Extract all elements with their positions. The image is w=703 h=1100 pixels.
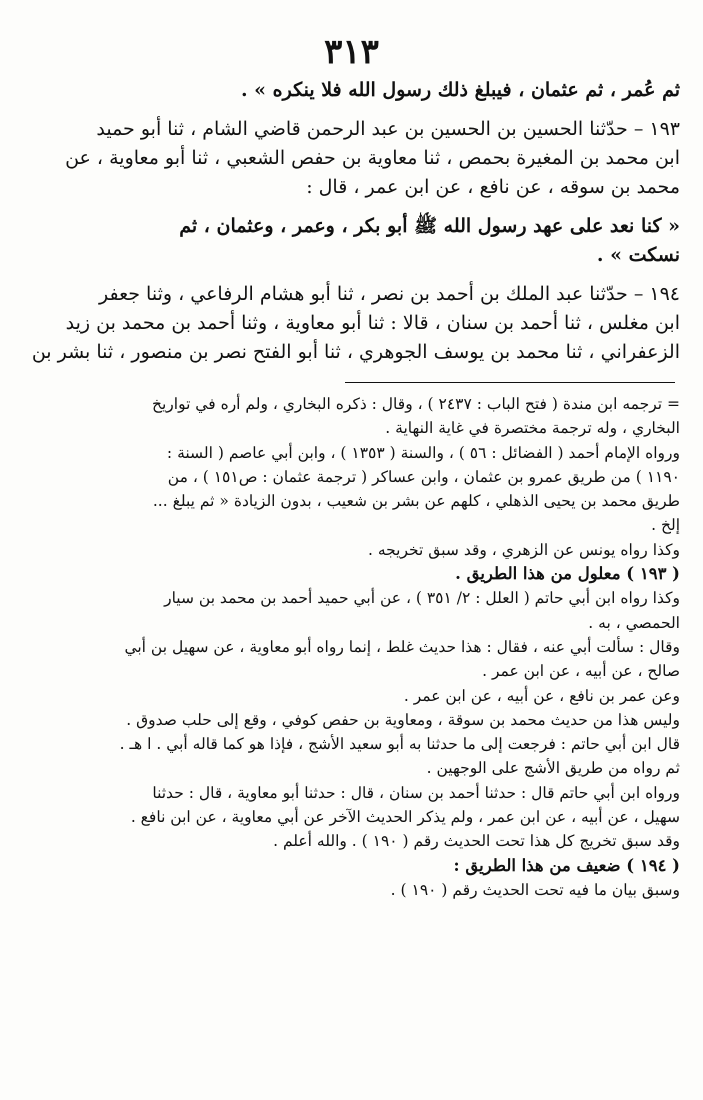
footnote-heading-194: ( ١٩٤ ) ضعيف من هذا الطريق : [453, 855, 680, 875]
footnote-line: قال ابن أبي حاتم : فرجعت إلى ما حدثنا به أبو سعيد الأشج ، فإذا هو كما قاله أبي . ا هـ . [119, 735, 680, 754]
footnotes [28, 392, 680, 902]
footnote-line: ورواه الإمام أحمد ( الفضائل : ٥٦ ) ، والسنة ( ١٣٥٣ ) ، وابن أبي عاصم ( السنة : [166, 443, 680, 462]
footnote-line: وكذا رواه ابن أبي حاتم ( العلل : ٢/ ٣٥١ ) ، عن أبي حميد أحمد بن محمد بن سيار [164, 589, 680, 608]
footnote-line: البخاري ، وله ترجمة مختصرة في غاية النهاية . [385, 419, 680, 438]
footnote-line: وقال : سألت أبي عنه ، فقال : هذا حديث غلط ، إنما رواه أبو معاوية ، عن سهيل بن أبي [124, 637, 680, 656]
footnote-line: وسبق بيان ما فيه تحت الحديث رقم ( ١٩٠ ) . [390, 880, 680, 899]
hadith-193-line: ابن محمد بن المغيرة بحمص ، ثنا معاوية بن حفص الشعبي ، ثنا أبو معاوية ، عن [65, 147, 680, 169]
hadith-194-line: ١٩٤ – حدّثنا عبد الملك بن أحمد بن نصر ، ثنا أبو هشام الرفاعي ، وثنا جعفر [99, 283, 680, 305]
text-line: ثم عُمر ، ثم عثمان ، فيبلغ ذلك رسول الله فلا ينكره » . [240, 79, 680, 101]
footnote-line: إلخ . [651, 516, 680, 535]
footnote-line: سهيل ، عن أبيه ، عن ابن عمر ، ولم يذكر الحديث الآخر عن أبي معاوية ، عن ابن نافع . [130, 808, 680, 827]
footnote-line: وليس هذا من حديث محمد بن سوقة ، ومعاوية بن حفص كوفي ، وقع إلى حلب صدوق . [126, 710, 680, 729]
hadith-194-line: ابن مغلس ، ثنا أحمد بن سنان ، قالا : ثنا أبو معاوية ، وثنا أحمد بن محمد بن زيد [65, 312, 680, 334]
footnote-line: = ترجمه ابن مندة ( فتح الباب : ٢٤٣٧ ) ، وقال : ذكره البخاري ، ولم أره في تواريخ [151, 395, 680, 413]
page-number: ٣١٣ [324, 32, 379, 72]
footnote-line: ثم رواه من طريق الأشج على الوجهين . [426, 759, 680, 778]
footnote-line: وكذا رواه يونس عن الزهري ، وقد سبق تخريجه . [368, 540, 680, 559]
hadith-193-line: ١٩٣ – حدّثنا الحسين بن الحسين بن عبد الرحمن قاضي الشام ، ثنا أبو حميد [96, 118, 680, 140]
footnote-line: ١١٩٠ ) من طريق عمرو بن عثمان ، وابن عساكر ( ترجمة عثمان : ص١٥١ ) ، من [167, 467, 680, 486]
footnote-line: طريق محمد بن يحيى الذهلي ، كلهم عن بشر بن شعيب ، بدون الزيادة « ثم يبلغ ... [152, 492, 680, 511]
hadith-193-matn: نسكت » . [596, 244, 680, 266]
hadith-194-line: الزعفراني ، ثنا محمد بن يوسف الجوهري ، ثنا أبو الفتح نصر بن منصور ، ثنا بشر بن [31, 341, 680, 363]
footnote-separator [345, 382, 675, 383]
hadith-193-matn: « كنا نعد على عهد رسول الله ﷺ أبو بكر ، وعمر ، وعثمان ، ثم [179, 215, 680, 237]
footnote-line: صالح ، عن أبيه ، عن ابن عمر . [482, 662, 680, 681]
footnote-line: وقد سبق تخريج كل هذا تحت الحديث رقم ( ١٩٠ ) . والله أعلم . [273, 832, 680, 851]
footnote-heading-193: ( ١٩٣ ) معلول من هذا الطريق . [455, 564, 680, 584]
footnote-line: وعن عمر بن نافع ، عن أبيه ، عن ابن عمر . [403, 686, 680, 705]
hadith-193-line: محمد بن سوقه ، عن نافع ، عن ابن عمر ، قال : [306, 176, 680, 198]
footnote-line: الحمصي ، به . [588, 613, 680, 632]
main-text [28, 76, 680, 367]
footnote-line: ورواه ابن أبي حاتم قال : حدثنا أحمد بن سنان ، قال : حدثنا أبو معاوية ، قال : حدثنا [152, 783, 680, 802]
